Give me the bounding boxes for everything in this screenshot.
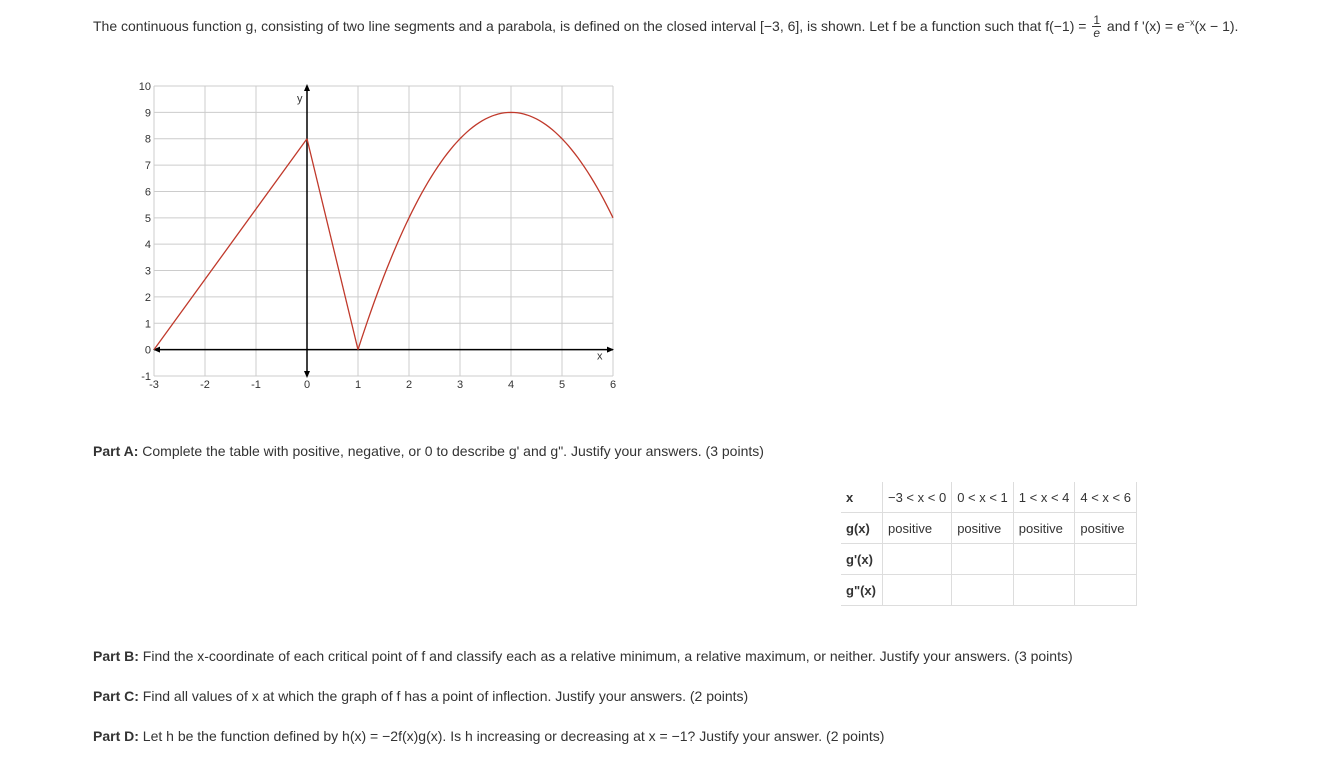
intro-end: (x − 1). <box>1194 18 1239 34</box>
sign-table <box>841 482 1137 606</box>
part-b-label: Part B: <box>93 648 139 664</box>
part-d-text: Let h be the function defined by h(x) = −2f(x)g(x). Is h increasing or decreasing at x = −1? Justify your answer. (2 points) <box>138 728 885 744</box>
part-d <box>93 728 884 744</box>
part-b-text: Find the x-coordinate of each critical point of f and classify each as a relative minimum, a relative maximum, or neither. Justify your answers. (3 points) <box>138 648 1073 664</box>
x-tick-label: 4 <box>507 379 515 391</box>
fraction-numerator: 1 <box>1093 13 1101 28</box>
x-tick-label: 0 <box>303 379 311 391</box>
table-cell: positive <box>1075 513 1137 544</box>
intro-exponent: −x <box>1184 17 1195 28</box>
part-d-label: Part D: <box>93 728 139 744</box>
intro-text: The continuous function g, consisting of two line segments and a parabola, is defined on the closed interval [−3, 6], is shown. Let f be a function such that f(−1) = <box>93 18 1091 34</box>
table-cell <box>1013 544 1075 575</box>
problem-intro <box>93 14 1323 39</box>
part-a-label: Part A: <box>93 443 139 459</box>
interval-cell: 1 < x < 4 <box>1013 482 1075 513</box>
fraction-denominator: e <box>1093 26 1101 41</box>
table-cell <box>883 575 952 606</box>
table-cell <box>1075 544 1137 575</box>
table-row-g-double-prime <box>841 575 1136 606</box>
y-tick-label: 0 <box>144 344 151 357</box>
y-tick-label: 8 <box>144 133 151 146</box>
part-c-label: Part C: <box>93 688 139 704</box>
table-cell <box>952 575 1014 606</box>
y-axis-arrow-down <box>304 371 310 378</box>
function-parabola <box>358 112 613 349</box>
table-header-row <box>841 482 1136 513</box>
x-tick-label: 5 <box>558 379 566 391</box>
y-tick-label: 6 <box>144 186 151 199</box>
x-tick-label: -1 <box>251 379 261 391</box>
intro-derivative: and f '(x) = e <box>1103 18 1185 34</box>
part-c <box>93 688 748 704</box>
y-tick-label: 10 <box>138 81 151 93</box>
interval-cell: 0 < x < 1 <box>952 482 1014 513</box>
table-cell <box>1013 575 1075 606</box>
x-tick-label: 1 <box>354 379 362 391</box>
row-label-g: g(x) <box>841 513 883 544</box>
y-tick-label: 9 <box>144 107 151 120</box>
y-tick-label: 7 <box>144 160 151 173</box>
row-label-g-double-prime: g"(x) <box>841 575 883 606</box>
y-tick-label: 1 <box>144 318 151 331</box>
table-cell <box>883 544 952 575</box>
y-axis-label: y <box>297 93 303 105</box>
table-cell: positive <box>952 513 1014 544</box>
table-cell: positive <box>1013 513 1075 544</box>
x-tick-label: 3 <box>456 379 464 391</box>
y-tick-label: 4 <box>144 239 151 252</box>
part-a <box>93 443 764 459</box>
y-axis-arrow-up <box>304 84 310 91</box>
part-a-text: Complete the table with positive, negative, or 0 to describe g' and g". Justify your answers. (3 points) <box>138 443 764 459</box>
table-row-g <box>841 513 1136 544</box>
y-tick-label: 3 <box>144 265 151 278</box>
y-tick-label: 5 <box>144 212 151 225</box>
x-tick-label: 6 <box>609 379 617 391</box>
part-c-text: Find all values of x at which the graph of f has a point of inflection. Justify your answers. (2 points) <box>138 688 749 704</box>
function-graph <box>128 78 628 398</box>
fraction-one-over-e <box>1092 15 1101 39</box>
row-label-g-prime: g'(x) <box>841 544 883 575</box>
table-cell: positive <box>883 513 952 544</box>
x-axis-label: x <box>597 350 603 363</box>
table-cell <box>1075 575 1137 606</box>
table-header-x: x <box>841 482 883 513</box>
table-cell <box>952 544 1014 575</box>
y-tick-label: -1 <box>141 371 151 383</box>
x-tick-label: -3 <box>149 379 159 391</box>
x-tick-label: -2 <box>200 379 210 391</box>
table-row-g-prime <box>841 544 1136 575</box>
x-tick-label: 2 <box>405 379 413 391</box>
part-b <box>93 648 1073 664</box>
interval-cell: 4 < x < 6 <box>1075 482 1137 513</box>
interval-cell: −3 < x < 0 <box>883 482 952 513</box>
y-tick-label: 2 <box>144 291 151 304</box>
